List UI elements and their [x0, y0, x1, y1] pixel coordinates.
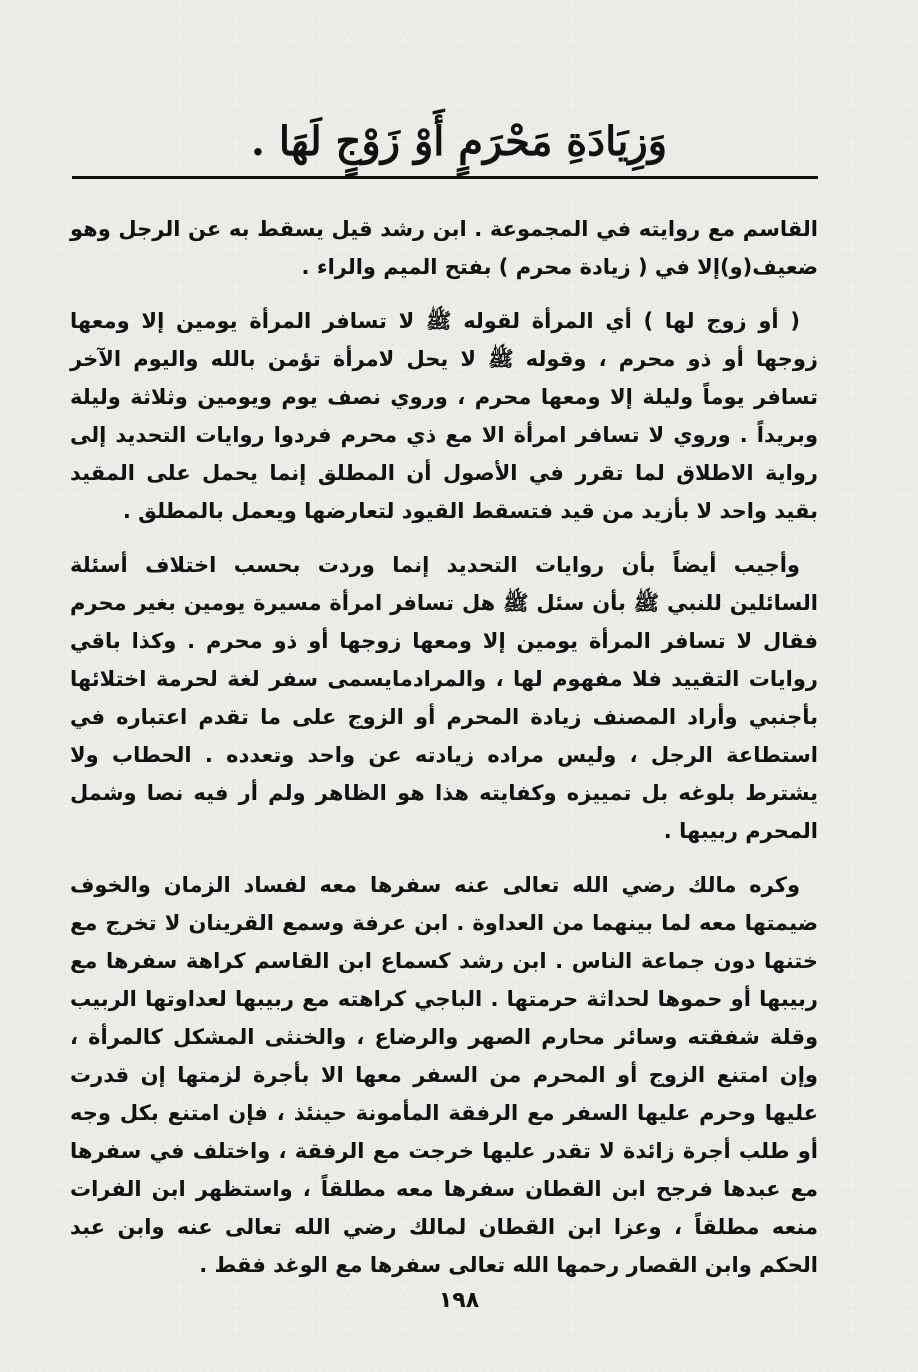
body-text [70, 210, 818, 1300]
paragraph: وأجيب أيضاً بأن روايات التحديد إنما وردت بحسب اختلاف أسئلة السائلين للنبي ﷺ بأن سئل ﷺ هل تسافر امرأة مسيرة يومين بغير محرم فقال لا تسافر المرأة يومين إلا ومعها زوجها أو ذو محرم . وكذا باقي روايات التقييد فلا مفهوم لها ، والمرادمايسمى سفر لغة لحرمة اختلائها بأجنبي وأراد المصنف زيادة المحرم أو الزوج على ما تقدم اعتباره في استطاعة الرجل ، وليس مراده زيادته عن واحد وتعدده . الحطاب ولا يشترط بلوغه بل تمييزه وكفايته هذا هو الظاهر ولم أر فيه نصا وشمل المحرم ربيبها . [70, 553, 818, 843]
page-number: ١٩٨ [438, 1288, 480, 1313]
horizontal-rule [72, 176, 818, 179]
paragraph: ( أو زوج لها ) أي المرأة لقوله ﷺ لا تسافر المرأة يومين إلا ومعها زوجها أو ذو محرم ، وقوله ﷺ لا يحل لامرأة تؤمن بالله واليوم الآخر تسافر يوماً وليلة إلا ومعها محرم ، وروي نصف يوم ويومين وثلاثة وليلة وبريداً . وروي لا تسافر امرأة الا مع ذي محرم فردوا روايات التحديد إلى رواية الاطلاق لما تقرر في الأصول أن المطلق إنما يحمل على المقيد بقيد واحد لا بأزيد من قيد فتسقط القيود لتعارضها ويعمل بالمطلق . [70, 309, 818, 523]
section-heading: وَزِيَادَةِ مَحْرَمٍ أَوْ زَوْجٍ لَهَا . [250, 118, 668, 165]
paragraph: وكره مالك رضي الله تعالى عنه سفرها معه لفساد الزمان والخوف ضيمتها معه لما بينهما من العداوة . ابن عرفة وسمع القرينان لا تخرج مع ختنها دون جماعة الناس . ابن رشد كسماع ابن القاسم كراهة سفرها مع ربيبها أو حموها لحداثة حرمتها . الباجي كراهته مع ربيبها لعداوتها الربيب وقلة شفقته وسائر محارم الصهر والرضاع ، والخنثى المشكل كالمرأة ، وإن امتنع الزوج أو المحرم من السفر معها الا بأجرة لزمتها إن قدرت عليها وحرم عليها السفر مع الرفقة المأمونة حينئذ ، فإن امتنع بكل وجه أو طلب أجرة زائدة لا تقدر عليها خرجت مع الرفقة ، واختلف في سفرها مع عبدها فرجح ابن القطان سفرها معه مطلقاً ، واستظهر ابن الفرات منعه مطلقاً ، وعزا ابن القطان لمالك رضي الله تعالى عنه وابن عبد الحكم وابن القصار رحمها الله تعالى سفرها مع الوغد فقط . [70, 873, 818, 1277]
paragraph: القاسم مع روايته في المجموعة . ابن رشد قيل يسقط به عن الرجل وهو ضعيف(و)إلا في ( زيادة محرم ) بفتح الميم والراء . [70, 217, 818, 279]
